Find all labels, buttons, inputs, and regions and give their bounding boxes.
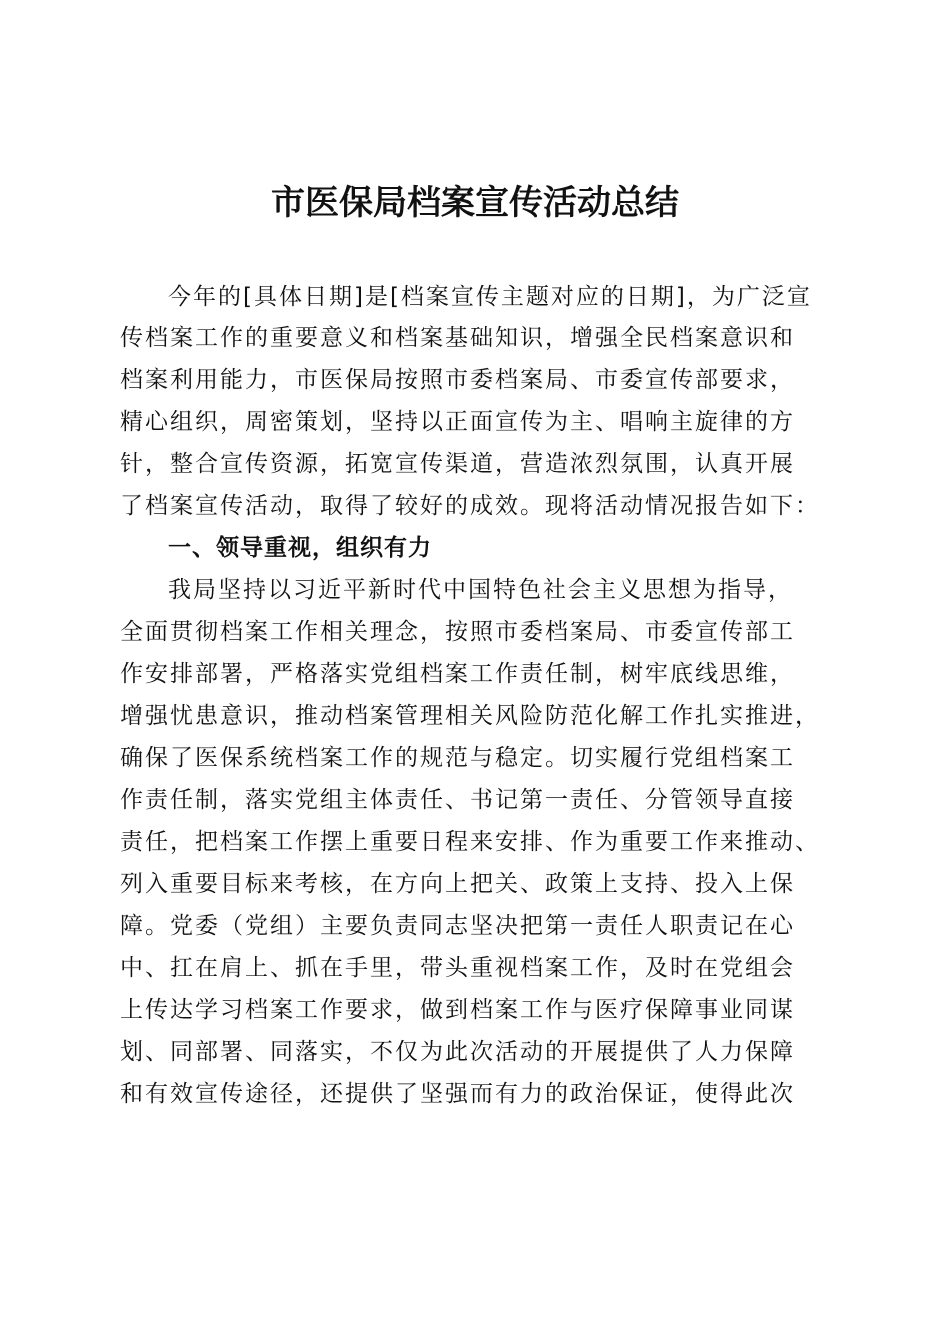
intro-line-3: 档案利用能力，市医保局按照市委档案局、市委宣传部要求，	[120, 367, 795, 393]
section1-line-12: 划、同部署、同落实，不仅为此次活动的开展提供了人力保障	[120, 1039, 795, 1065]
section1-line-9: 障。党委（党组）主要负责同志坚决把第一责任人职责记在心	[120, 913, 795, 939]
section1-line-7: 责任，把档案工作摆上重要日程来安排、作为重要工作来推动、	[120, 829, 820, 855]
section-heading-1: 一、领导重视，组织有力	[168, 535, 432, 561]
section1-line-2: 全面贯彻档案工作相关理念，按照市委档案局、市委宣传部工	[120, 619, 795, 645]
section1-line-1: 我局坚持以习近平新时代中国特色社会主义思想为指导，	[168, 577, 793, 603]
document-title: 市医保局档案宣传活动总结	[271, 183, 679, 223]
intro-line-4: 精心组织，周密策划，坚持以正面宣传为主、唱响主旋律的方	[120, 409, 795, 435]
section1-line-5: 确保了医保系统档案工作的规范与稳定。切实履行党组档案工	[120, 745, 795, 771]
intro-line-5: 针，整合宣传资源，拓宽宣传渠道，营造浓烈氛围，认真开展	[120, 451, 795, 477]
intro-line-2: 传档案工作的重要意义和档案基础知识，增强全民档案意识和	[120, 325, 795, 351]
intro-line-1: 今年的[具体日期]是[档案宣传主题对应的日期]，为广泛宣	[168, 284, 812, 310]
section1-line-8: 列入重要目标来考核，在方向上把关、政策上支持、投入上保	[120, 871, 795, 897]
section1-line-4: 增强忧患意识，推动档案管理相关风险防范化解工作扎实推进，	[120, 703, 820, 729]
intro-line-6: 了档案宣传活动，取得了较好的成效。现将活动情况报告如下：	[120, 493, 820, 519]
section1-line-3: 作安排部署，严格落实党组档案工作责任制，树牢底线思维，	[120, 661, 795, 687]
section1-line-6: 作责任制，落实党组主体责任、书记第一责任、分管领导直接	[120, 787, 795, 813]
section1-line-13: 和有效宣传途径，还提供了坚强而有力的政治保证，使得此次	[120, 1081, 795, 1107]
section1-line-11: 上传达学习档案工作要求，做到档案工作与医疗保障事业同谋	[120, 997, 795, 1023]
section1-line-10: 中、扛在肩上、抓在手里，带头重视档案工作，及时在党组会	[120, 955, 795, 981]
